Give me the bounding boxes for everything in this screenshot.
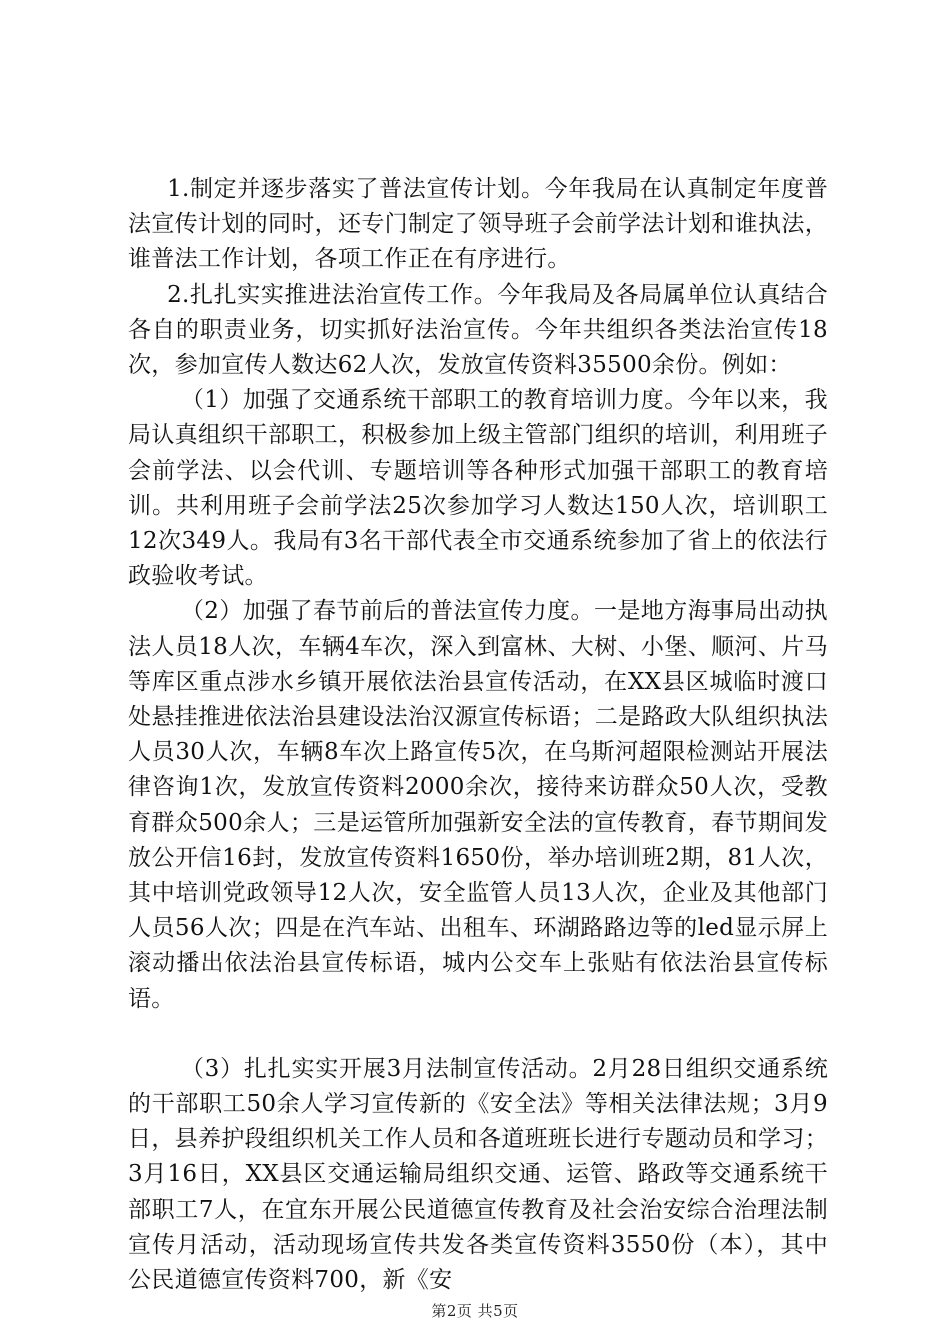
document-body <box>128 172 828 1298</box>
paragraph-1: 1.制定并逐步落实了普法宣传计划。今年我局在认真制定年度普法宣传计划的同时，还专门制定了领导班子会前学法计划和谁执法，谁普法工作计划，各项工作正在有序进行。 <box>128 176 828 273</box>
paragraph-4: （2）加强了春节前后的普法宣传力度。一是地方海事局出动执法人员18人次，车辆4车次，深入到富林、大树、小堡、顺河、片马等库区重点涉水乡镇开展依法治县宣传活动，在XX县区城临时渡口处悬挂推进依法治县建设法治汉源宣传标语；二是路政大队组织执法人员30人次，车辆8车次上路宣传5次，在乌斯河超限检测站开展法律咨询1次，发放宣传资料2000余次，接待来访群众50人次，受教育群众500余人；三是运管所加强新安全法的宣传教育，春节期间发放公开信16封，发放宣传资料1650份，举办培训班2期，81人次，其中培训党政领导12人次，安全监管人员13人次，企业及其他部门人员56人次；四是在汽车站、出租车、环湖路路边等的led显示屏上滚动播出依法治县宣传标语，城内公交车上张贴有依法治县宣传标语。 <box>128 598 828 1012</box>
paragraph-3: （1）加强了交通系统干部职工的教育培训力度。今年以来，我局认真组织干部职工，积极参加上级主管部门组织的培训，利用班子会前学法、以会代训、专题培训等各种形式加强干部职工的教育培训。共利用班子会前学法25次参加学习人数达150人次，培训职工12次349人。我局有3名干部代表全市交通系统参加了省上的依法行政验收考试。 <box>128 387 828 590</box>
paragraph-2: 2.扎扎实实推进法治宣传工作。今年我局及各局属单位认真结合各自的职责业务，切实抓好法治宣传。今年共组织各类法治宣传18次，参加宣传人数达62人次，发放宣传资料35500余份。例如： <box>128 281 828 379</box>
page-footer: 第2页 共5页 <box>431 1302 519 1320</box>
paragraph-5: （3）扎扎实实开展3月法制宣传活动。2月28日组织交通系统的干部职工50余人学习宣传新的《安全法》等相关法律法规；3月9日，县养护段组织机关工作人员和各道班班长进行专题动员和学习；3月16日，XX县区交通运输局组织交通、运管、路政等交通系统干部职工7人，在宜东开展公民道德宣传教育及社会治安综合治理法制宣传月活动，活动现场宣传共发各类宣传资料3550份（本），其中公民道德宣传资料700，新《安 <box>128 1055 828 1294</box>
